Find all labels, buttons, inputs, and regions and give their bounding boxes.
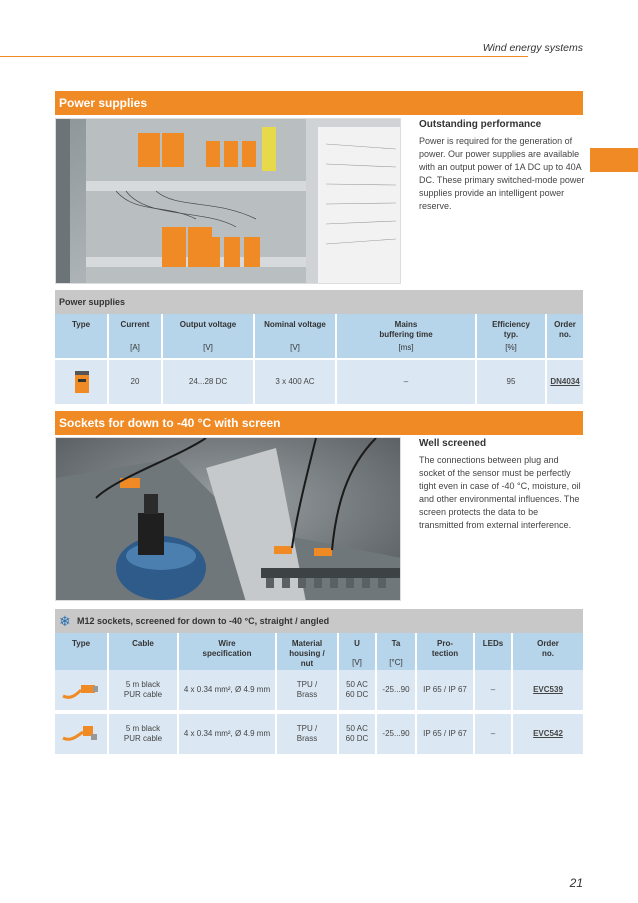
table1-col-type: Type [55, 314, 107, 358]
power-supply-thumbnail [55, 360, 107, 404]
cell-current: 20 [109, 360, 161, 404]
table2-col-type: Type [55, 633, 107, 673]
table1-col-output-voltage: Output voltage [V] [163, 314, 253, 358]
cell-nominal-voltage: 3 x 400 AC [255, 360, 335, 404]
cell-leds: – [475, 714, 511, 754]
table-row [55, 670, 583, 710]
socket-straight-thumbnail [55, 670, 107, 710]
cell-material: TPU / Brass [277, 714, 337, 754]
power-supplies-photo [55, 118, 401, 284]
section2-text [419, 437, 585, 532]
section1-text [419, 118, 585, 213]
socket-angled-thumbnail [55, 714, 107, 754]
table2-header [55, 633, 583, 673]
cell-ta: -25...90 [377, 714, 415, 754]
section1-text-heading: Outstanding performance [419, 119, 542, 130]
cell-wire: 4 x 0.34 mm², Ø 4.9 mm [179, 670, 275, 710]
cell-leds: – [475, 670, 511, 710]
header-title: Wind energy systems [482, 42, 583, 54]
table2-col-order: Order no. [513, 633, 583, 673]
section2-text-body: The connections between plug and socket of the sensor must be perfectly tight even in case of -40 °C, moisture, oil and other environmental influences. The screen protects the data to be transmitted from external interference. [419, 455, 581, 530]
side-tab-marker [590, 148, 638, 172]
table1-title: Power supplies [55, 290, 583, 314]
table1-col-current: Current [A] [109, 314, 161, 358]
table2-col-ta: Ta [°C] [377, 633, 415, 673]
table-row [55, 714, 583, 754]
cell-efficiency: 95 [477, 360, 545, 404]
cell-u: 50 AC 60 DC [339, 670, 375, 710]
section-sockets-title: Sockets for down to -40 °C with screen [55, 411, 583, 435]
cell-protection: IP 65 / IP 67 [417, 714, 473, 754]
cell-u: 50 AC 60 DC [339, 714, 375, 754]
table-row [55, 360, 583, 404]
order-link-evc542[interactable]: EVC542 [513, 714, 583, 754]
section2-text-heading: Well screened [419, 438, 487, 449]
cell-wire: 4 x 0.34 mm², Ø 4.9 mm [179, 714, 275, 754]
cell-output-voltage: 24...28 DC [163, 360, 253, 404]
cell-protection: IP 65 / IP 67 [417, 670, 473, 710]
table1-col-buffering-time: Mains buffering time [ms] [337, 314, 475, 358]
table2-col-leds: LEDs [475, 633, 511, 673]
table1-col-nominal-voltage: Nominal voltage [V] [255, 314, 335, 358]
table2-col-cable: Cable [109, 633, 177, 673]
table2-title: M12 sockets, screened for down to -40 °C, straight / angled [77, 616, 330, 626]
snowflake-icon: ❄ [59, 613, 71, 629]
header-rule [0, 56, 528, 57]
table2-col-u: U [V] [339, 633, 375, 673]
table2-col-wire: Wire specification [179, 633, 275, 673]
section1-text-body: Power is required for the generation of power. Our power supplies are available with an output power of 1A DC up to 40A DC. These primary switched-mode power supplies provide an intelligent power reserve. [419, 136, 585, 211]
table2-col-protection: Pro- tection [417, 633, 473, 673]
sockets-photo [55, 437, 401, 601]
cell-buffering: – [337, 360, 475, 404]
page-number: 21 [569, 876, 583, 890]
cell-cable: 5 m black PUR cable [109, 714, 177, 754]
table2-col-material: Material housing / nut [277, 633, 337, 673]
table1-header [55, 314, 583, 358]
table1-col-order: Order no. [547, 314, 583, 358]
section-power-supplies-title: Power supplies [55, 91, 583, 115]
table1-col-efficiency: Efficiency typ. [%] [477, 314, 545, 358]
table2-title-bar [55, 609, 583, 633]
cell-cable: 5 m black PUR cable [109, 670, 177, 710]
order-link-evc539[interactable]: EVC539 [513, 670, 583, 710]
order-link-dn4034[interactable]: DN4034 [547, 360, 583, 404]
cell-ta: -25...90 [377, 670, 415, 710]
cell-material: TPU / Brass [277, 670, 337, 710]
